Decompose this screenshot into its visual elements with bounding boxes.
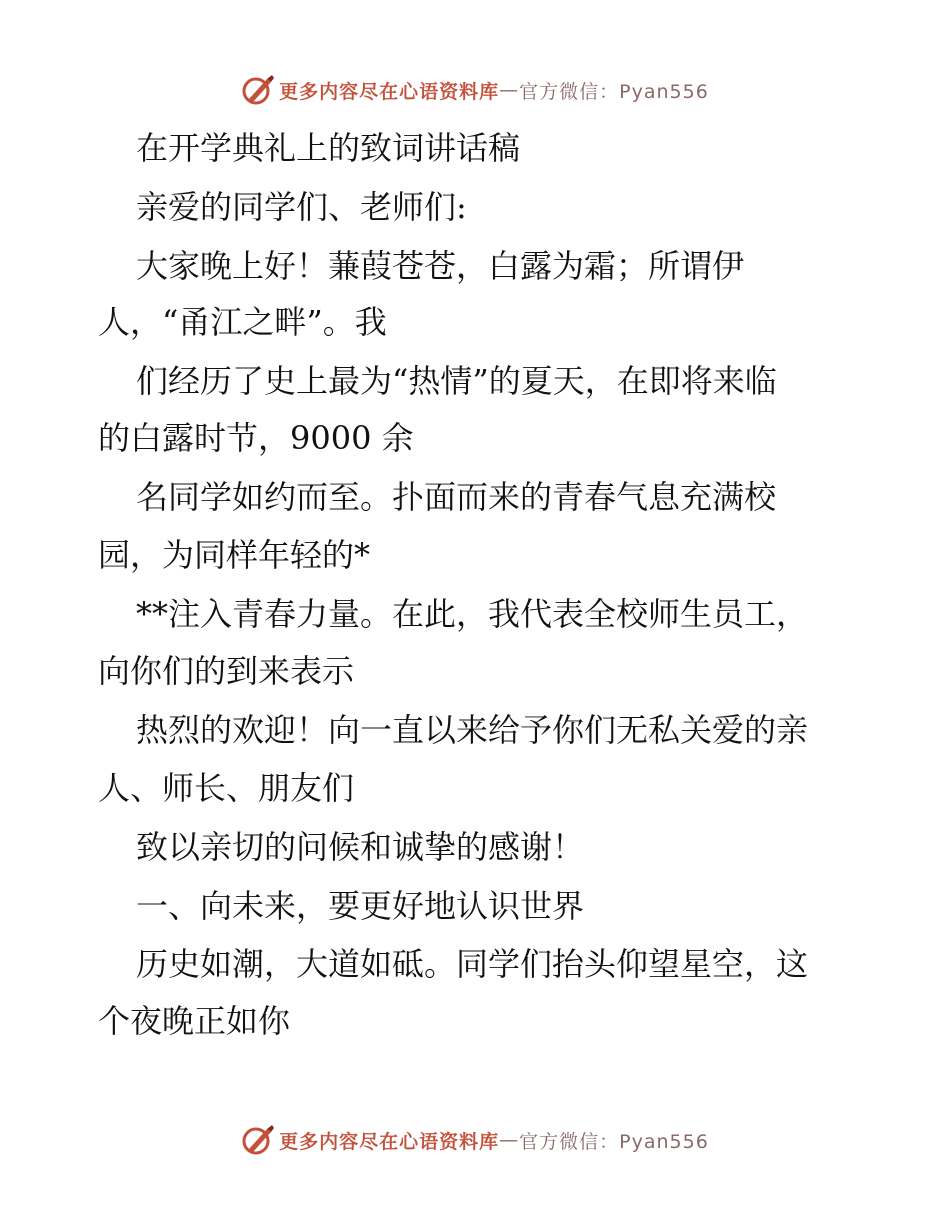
pen-in-circle-logo-icon (241, 73, 275, 107)
wechat-text: 官方微信：Pyan556 (519, 80, 709, 103)
doc-line: 个夜晚正如你 (98, 1002, 291, 1040)
doc-line: 亲爱的同学们、老师们: (136, 188, 467, 226)
doc-line: 园，为同样年轻的* (98, 536, 371, 574)
doc-line: 大家晚上好！蒹葭苍苍，白露为霜；所谓伊 (136, 247, 745, 285)
doc-title: 在开学典礼上的致词讲话稿 (136, 129, 521, 167)
pen-in-circle-logo-icon (241, 1123, 275, 1157)
header-banner (0, 68, 950, 112)
brand-text: 更多内容尽在心语资料库 (279, 80, 500, 103)
banner-dash: — (499, 1129, 520, 1151)
doc-line: 人、师长、朋友们 (98, 769, 355, 807)
doc-line: 的白露时节，9000 余 (98, 419, 414, 457)
doc-line: 人，“甬江之畔”。我 (98, 303, 387, 341)
brand-text: 更多内容尽在心语资料库 (279, 1130, 500, 1153)
doc-line: 们经历了史上最为“热情”的夏天，在即将来临 (136, 362, 777, 400)
footer-banner (0, 1118, 950, 1162)
doc-line: 热烈的欢迎！向一直以来给予你们无私关爱的亲 (136, 711, 809, 749)
banner-dash: — (499, 79, 520, 101)
doc-line: **注入青春力量。在此，我代表全校师生员工， (136, 595, 809, 633)
doc-line: 致以亲切的问候和诚挚的感谢！ (136, 828, 585, 866)
doc-heading: 一、向未来，要更好地认识世界 (136, 887, 585, 925)
wechat-text: 官方微信：Pyan556 (519, 1130, 709, 1153)
doc-line: 历史如潮，大道如砥。同学们抬头仰望星空，这 (136, 945, 809, 983)
doc-line: 向你们的到来表示 (98, 652, 355, 690)
doc-line: 名同学如约而至。扑面而来的青春气息充满校 (136, 478, 777, 516)
